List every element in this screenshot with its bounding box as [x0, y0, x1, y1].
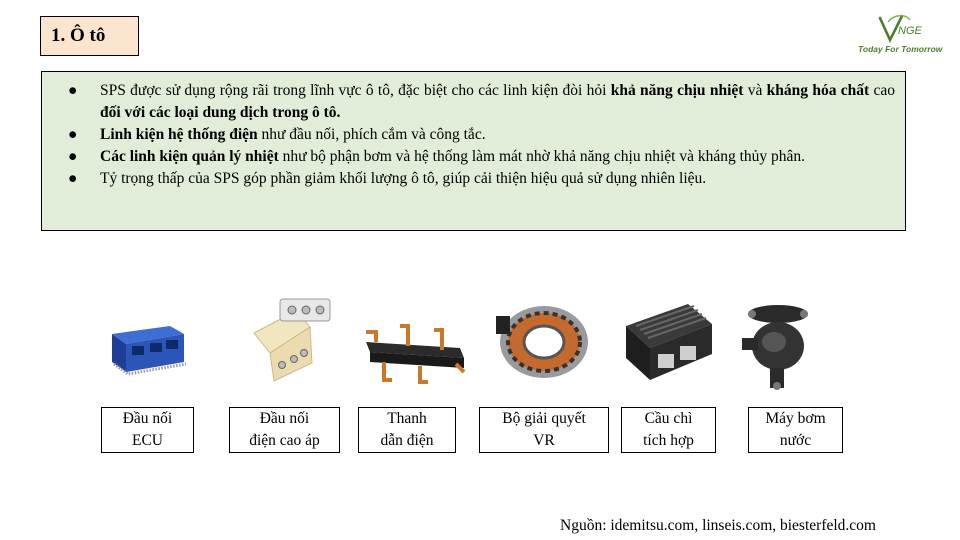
label-line: điện cao áp	[249, 432, 320, 449]
logo-wordmark-tail: NGE	[898, 25, 922, 37]
hv-screw-6	[301, 350, 308, 357]
bullet-list	[68, 80, 895, 190]
slide-title-text: 1. Ô tô	[51, 25, 106, 46]
label-vr-resolver	[479, 407, 609, 453]
label-water-pump	[748, 407, 843, 453]
pump-bolt-bottom	[773, 382, 781, 390]
logo-tagline: Today For Tomorrow	[858, 44, 943, 54]
bullet-text: Tỷ trọng thấp của SPS góp phần giảm khối lượng ô tô, giúp cải thiện hiệu quả sử dụng nhiên liệu.	[100, 170, 707, 187]
label-line: Cầu chì	[644, 410, 693, 427]
bullet-text-bold: đối với các loại dung dịch trong ô tô.	[100, 104, 341, 121]
hv-screw-3	[316, 306, 324, 314]
pump-flange	[748, 305, 808, 323]
bullet-item	[68, 146, 895, 168]
busbar-tab-2	[400, 326, 408, 346]
hv-screw-4	[279, 362, 286, 369]
label-line: Đầu nối	[122, 410, 173, 427]
bullet-dot-icon: ●	[68, 82, 78, 99]
bullet-text: cao	[869, 82, 895, 99]
label-ecu-connector	[101, 407, 194, 453]
pump-highlight	[762, 332, 786, 352]
pump-inlet	[742, 338, 758, 350]
label-line: VR	[533, 432, 555, 449]
bullet-dot-icon: ●	[68, 170, 78, 187]
busbar-tab-4	[384, 362, 392, 380]
label-hv-connector	[229, 407, 340, 453]
busbar-tab-1	[366, 332, 376, 342]
bullet-text-bold: Các linh kiện quản lý nhiệt	[100, 148, 279, 165]
ecu-port-1	[132, 346, 144, 355]
ecu-connector-image	[106, 318, 188, 380]
bullet-text: SPS được sử dụng rộng rãi trong lĩnh vực ô tô, đặc biệt cho các linh kiện đòi hỏi	[100, 82, 611, 99]
hv-screw-1	[288, 306, 296, 314]
label-line: nước	[779, 432, 812, 449]
water-pump-image	[742, 302, 814, 392]
fuse-window-2	[680, 346, 696, 360]
bullet-text: như đầu nối, phích cắm và công tắc.	[257, 126, 486, 143]
hv-screw-2	[302, 306, 310, 314]
label-line: dẫn điện	[380, 432, 434, 449]
bullet-text-bold: Linh kiện hệ thống điện	[100, 126, 258, 143]
fuse-window-1	[658, 354, 674, 368]
label-line: Đầu nối	[259, 410, 310, 427]
label-line: tích hợp	[643, 432, 694, 449]
pump-bolt-right	[800, 310, 808, 318]
bullet-text: và	[743, 82, 767, 99]
label-busbar	[358, 407, 456, 453]
content-box	[41, 71, 906, 231]
label-line: Thanh	[387, 410, 427, 427]
busbar-image	[360, 318, 472, 388]
bullet-item	[68, 168, 895, 190]
slide-title	[40, 16, 139, 56]
vnge-logo-mark	[858, 14, 950, 44]
busbar-tab-5	[420, 366, 428, 382]
label-fuse-box	[621, 407, 716, 453]
vr-center-hole	[524, 326, 564, 358]
source-citation: Nguồn: idemitsu.com, linseis.com, biesterfeld.com	[560, 517, 876, 534]
ecu-port-2	[150, 343, 162, 352]
vr-connector	[496, 316, 510, 334]
label-line: Máy bơm	[765, 410, 826, 427]
label-line: ECU	[131, 432, 163, 449]
bullet-text: như bộ phận bơm và hệ thống làm mát nhờ khả năng chịu nhiệt và kháng thủy phân.	[278, 148, 806, 165]
hv-connector-image	[240, 293, 338, 385]
fuse-box-image	[618, 296, 718, 384]
vr-resolver-image	[496, 302, 592, 382]
ecu-port-3	[166, 340, 178, 349]
bullet-item	[68, 124, 895, 146]
label-line: Bộ giải quyết	[502, 410, 586, 427]
hv-screw-5	[291, 356, 298, 363]
bullet-text-bold: khả năng chịu nhiệt	[610, 82, 744, 99]
bullet-dot-icon: ●	[68, 126, 78, 143]
pump-bolt-left	[748, 310, 756, 318]
bullet-dot-icon: ●	[68, 148, 78, 165]
bullet-text-bold: kháng hóa chất	[766, 82, 870, 99]
bullet-item	[68, 80, 895, 124]
vnge-logo	[858, 14, 950, 58]
